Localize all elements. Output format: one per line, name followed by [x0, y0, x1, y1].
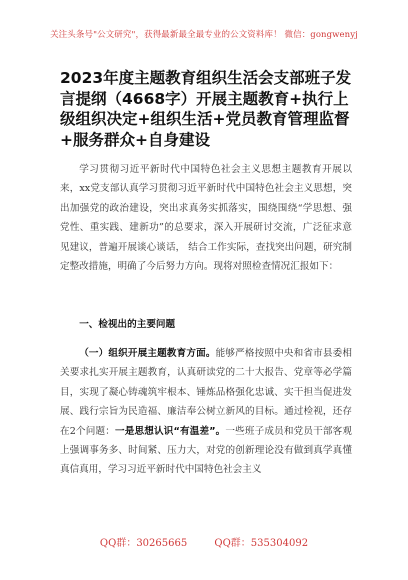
intro-paragraph: 学习贯彻习近平新时代中国特色社会主义思想主题教育开展以来，xx党支部认真学习贯彻习近平新时代中国特色社会主义思想，突出加强党的政治建设，突出求真务实抓落实，围绕围绕“学思想、强党性、重实践、建新功”的总要求，深入开展研讨交流，广泛征求意见建议，普遍开展谈心谈话， 结合工作实际，查找突出问题，研究制定整改措施，明确了今后努力方向。现将对照检查情况汇报如下： — [60, 164, 352, 273]
section-paragraph — [60, 344, 352, 480]
footer-qq-2: QQ群：535304092 — [214, 538, 309, 549]
document-title: 2023年度主题教育组织生活会支部班子发言提纲（4668字）开展主题教育+执行上级组织决定+组织生活+党员教育管理监督+服务群众+自身建设 — [60, 69, 352, 149]
header-promo-text: 关注头条号"公文研究"，获得最新最全最专业的公文资料库！ 微信：gongwenyj — [50, 30, 358, 40]
footer-qq-groups — [0, 534, 408, 549]
section-paragraph-body: 能够严格按照中央和省市县委相关要求扎实开展主题教育，认真研读党的二十大报告、党章等必学篇目，实现了凝心铸魂筑牢根本、锤炼品格强化忠诚、实干担当促进发展、践行宗旨为民造福、廉洁奉公树立新风的目标。通过检视，还存在2个问题： — [60, 348, 353, 437]
footer-qq-1: QQ群：30265665 — [99, 538, 188, 549]
section-heading: 一、检视出的主要问题 — [79, 319, 176, 330]
section-paragraph-tail: 一些班子成员和党员干部客观上强调事务多、时间紧、压力大，对党的创新理论没有做到真学真懂真信真用，学习习近平新时代中国特色社会主义 — [60, 425, 352, 476]
subsection-heading: （一）组织开展主题教育方面。 — [79, 348, 216, 359]
problem-heading: 一是思想认识“有温差”。 — [115, 425, 226, 437]
